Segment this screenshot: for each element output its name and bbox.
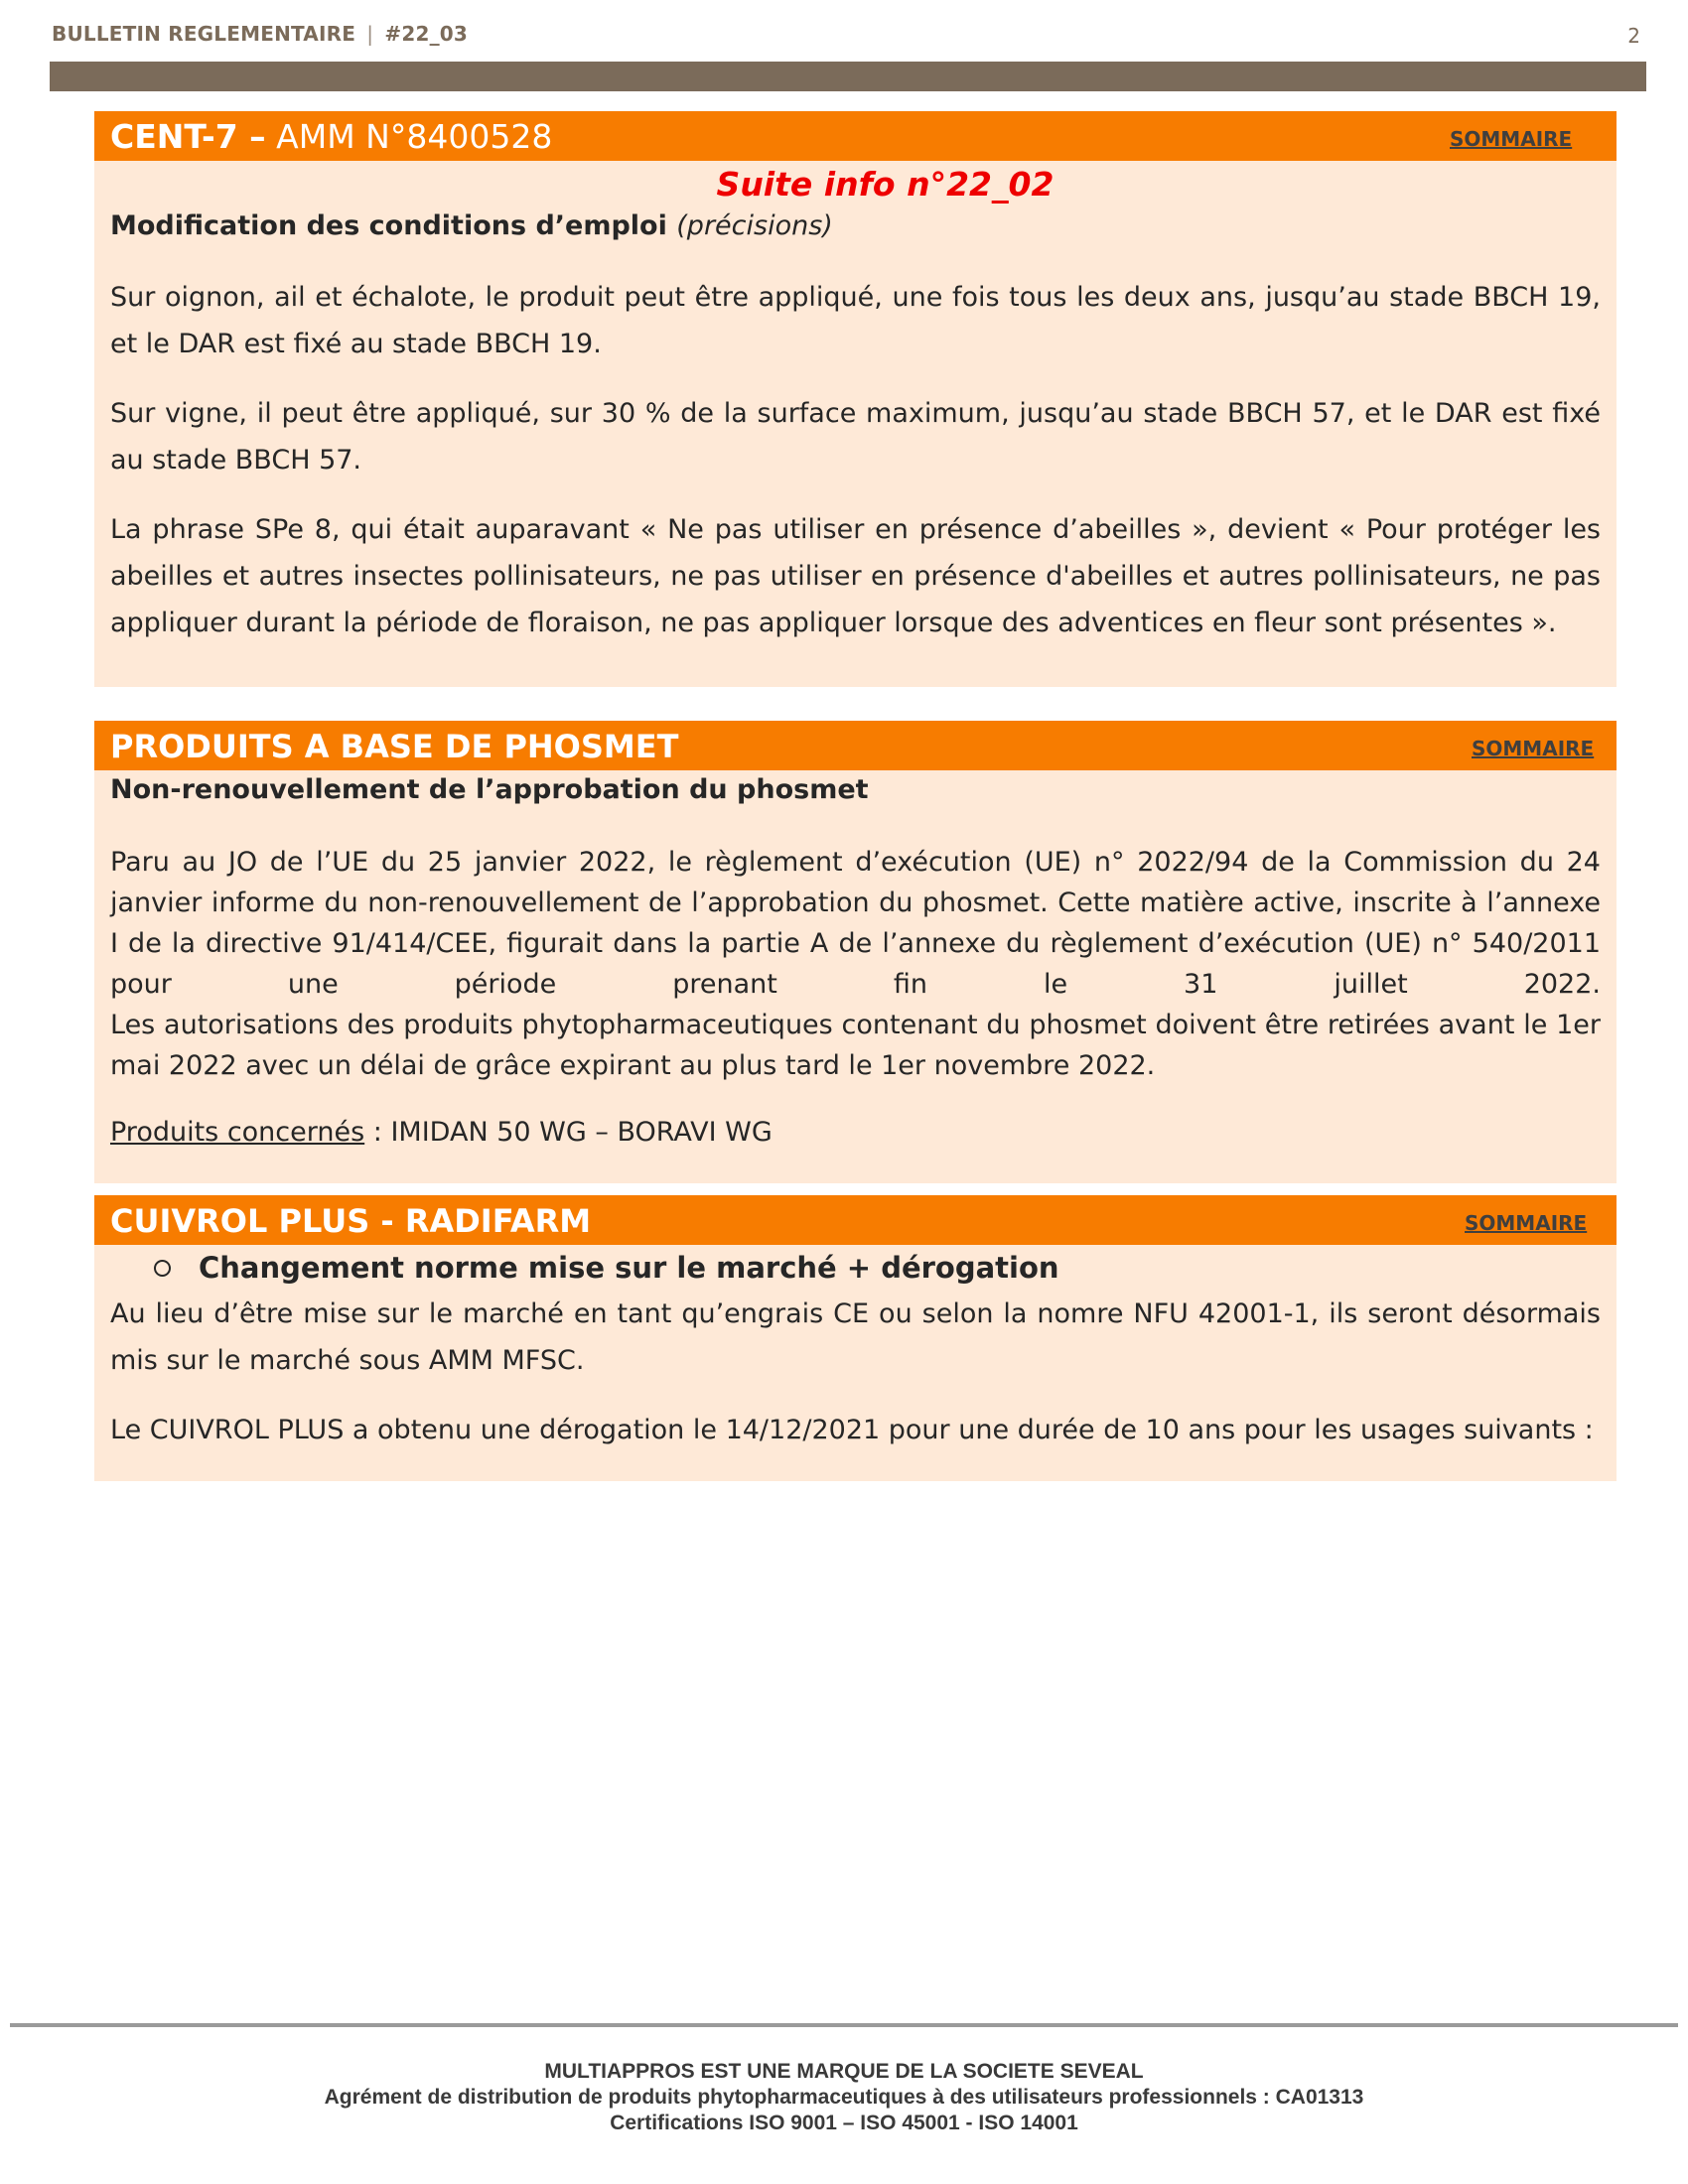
sommaire-link[interactable]: SOMMAIRE xyxy=(1465,1211,1588,1235)
header-bar xyxy=(50,62,1646,91)
products-separator: : xyxy=(364,1117,391,1148)
footer-approval-line: Agrément de distribution de produits phytopharmaceutiques à des utilisateurs professionnels : CA01313 xyxy=(324,2086,1364,2109)
section-title-rest: AMM N°8400528 xyxy=(265,117,553,156)
running-header xyxy=(52,22,1648,52)
bulletin-issue: #22_03 xyxy=(384,22,469,46)
products-value: IMIDAN 50 WG – BORAVI WG xyxy=(390,1117,773,1148)
paragraph: La phrase SPe 8, qui était auparavant « Ne pas utiliser en présence d’abeilles », devient « Pour protéger les abeilles et autres insectes pollinisateurs, ne pas utiliser en présence d'abeilles et autres pollinisateurs, ne pas appliquer durant la période de floraison, ne pas appliquer lorsque des adventices en fleur sont présentes ». xyxy=(110,514,1601,638)
bullet-item xyxy=(110,1245,1601,1291)
section-title: CUIVROL PLUS - RADIFARM xyxy=(110,1202,592,1240)
bulletin-title xyxy=(52,22,468,46)
section-cuivrol xyxy=(94,1195,1617,1481)
section-body xyxy=(94,1245,1617,1453)
follow-up-note: Suite info n°22_02 xyxy=(716,165,1055,204)
section-body xyxy=(94,163,1617,646)
bullet-heading: Changement norme mise sur le marché + dérogation xyxy=(199,1250,1059,1285)
sommaire-link[interactable]: SOMMAIRE xyxy=(1450,127,1573,151)
section-header xyxy=(94,1195,1617,1245)
paragraph: Le CUIVROL PLUS a obtenu une dérogation le 14/12/2021 pour une durée de 10 ans pour les usages suivants : xyxy=(110,1415,1594,1445)
sommaire-link[interactable]: SOMMAIRE xyxy=(1472,737,1595,760)
page-footer xyxy=(0,2059,1688,2136)
section-title-bold: CENT-7 – xyxy=(110,117,266,156)
footer-brand-line: MULTIAPPROS EST UNE MARQUE DE LA SOCIETE SEVEAL xyxy=(544,2060,1144,2083)
section-subheading xyxy=(110,206,1601,246)
section-phosmet xyxy=(94,721,1617,1183)
paragraph: Au lieu d’être mise sur le marché en tant qu’engrais CE ou selon la nomre NFU 42001-1, ils seront désormais mis sur le marché sous AMM MFSC. xyxy=(110,1298,1601,1376)
section-title xyxy=(110,117,552,157)
section-cent7 xyxy=(94,111,1617,687)
subheading-italic: (précisions) xyxy=(676,210,833,241)
paragraph: Les autorisations des produits phytopharmaceutiques contenant du phosmet doivent être retirées avant le 1er mai 2022 avec un délai de grâce expirant au plus tard le 1er novembre 2022. xyxy=(110,1010,1601,1081)
products-line xyxy=(110,1112,1601,1153)
bulletin-title-text: BULLETIN REGLEMENTAIRE xyxy=(52,22,356,46)
section-subheading: Non-renouvellement de l’approbation du phosmet xyxy=(110,774,869,805)
section-body xyxy=(94,770,1617,1153)
paragraph: Paru au JO de l’UE du 25 janvier 2022, le règlement d’exécution (UE) n° 2022/94 de la Commission du 24 janvier informe du non-renouvellement de l’approbation du phosmet. Cette matière active, inscrite à l’annexe I de la directive 91/414/CEE, figurait dans la partie A de l’annexe du règlement d’exécution (UE) n° 540/2011 pour une période prenant fin le 31 juillet 2022. xyxy=(110,847,1601,1000)
page-number: 2 xyxy=(1627,24,1640,48)
hollow-circle-bullet-icon xyxy=(154,1260,171,1277)
section-title: PRODUITS A BASE DE PHOSMET xyxy=(110,728,679,765)
subheading-text: Modification des conditions d’emploi xyxy=(110,210,667,241)
title-separator: | xyxy=(366,22,374,46)
products-label: Produits concernés xyxy=(110,1117,365,1148)
section-header xyxy=(94,721,1617,770)
footer-certifications-line: Certifications ISO 9001 – ISO 45001 - ISO 14001 xyxy=(610,2112,1078,2134)
paragraph: Sur vigne, il peut être appliqué, sur 30 % de la surface maximum, jusqu’au stade BBCH 57, et le DAR est fixé au stade BBCH 57. xyxy=(110,398,1601,476)
footer-divider xyxy=(10,2023,1678,2027)
paragraph: Sur oignon, ail et échalote, le produit peut être appliqué, une fois tous les deux ans, jusqu’au stade BBCH 19, et le DAR est fixé au stade BBCH 19. xyxy=(110,282,1601,359)
section-header xyxy=(94,111,1617,161)
